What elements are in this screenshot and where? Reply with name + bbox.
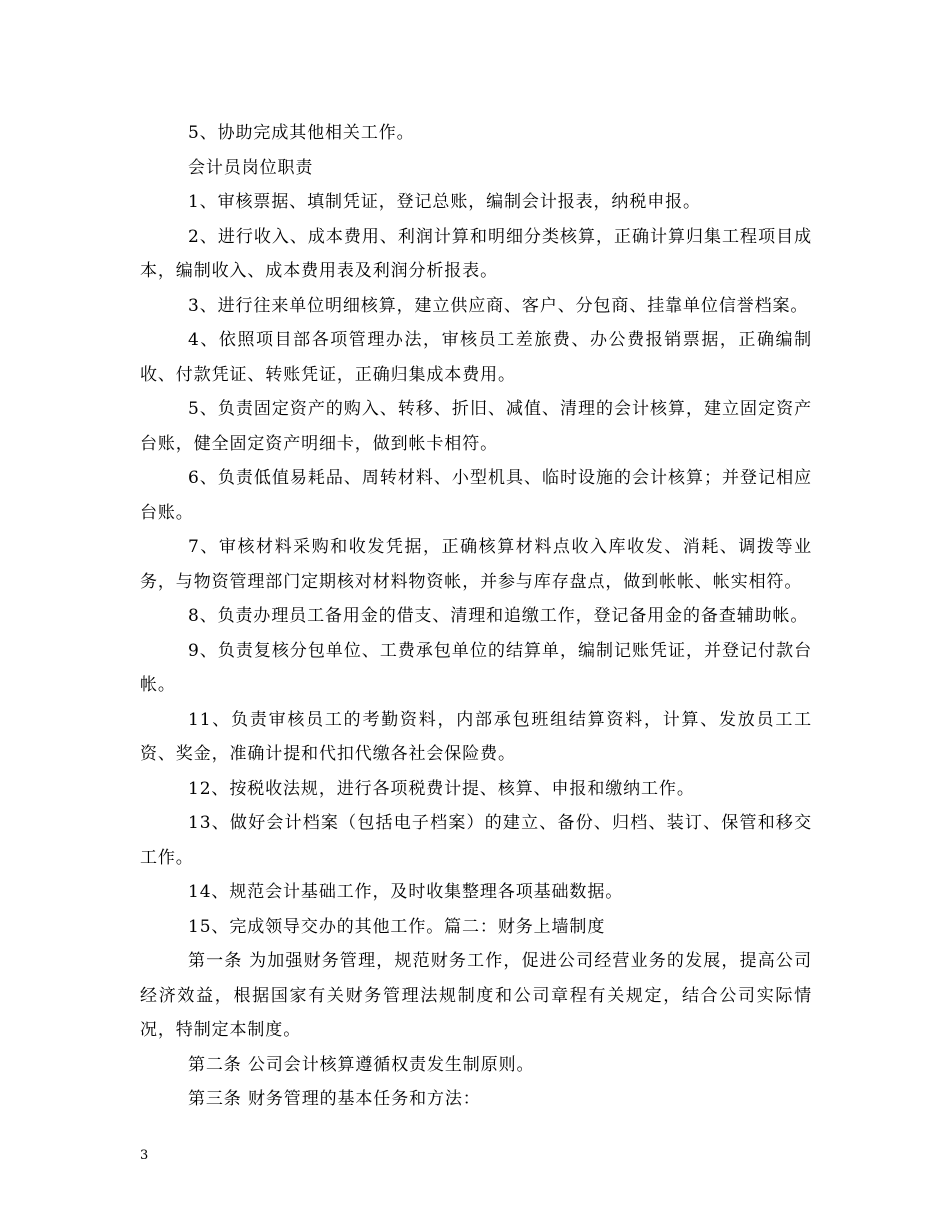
paragraph: 13、做好会计档案（包括电子档案）的建立、备份、归档、装订、保管和移交工作。	[140, 813, 812, 868]
paragraph: 12、按税收法规，进行各项税费计提、核算、申报和缴纳工作。	[188, 778, 695, 799]
paragraph: 9、负责复核分包单位、工费承包单位的结算单，编制记账凭证，并登记付款台帐。	[140, 640, 812, 695]
document-body	[140, 116, 812, 1117]
paragraph: 第三条 财务管理的基本任务和方法：	[188, 1089, 481, 1109]
paragraph: 2、进行收入、成本费用、利润计算和明细分类核算，正确计算归集工程项目成本，编制收入、成本费用表及利润分析报表。	[140, 226, 812, 281]
paragraph: 5、负责固定资产的购入、转移、折旧、减值、清理的会计核算，建立固定资产台账，健全固定资产明细卡，做到帐卡相符。	[140, 399, 812, 454]
paragraph: 第一条 为加强财务管理，规范财务工作，促进公司经营业务的发展，提高公司经济效益，根据国家有关财务管理法规制度和公司章程有关规定，结合公司实际情况，特制定本制度。	[140, 951, 812, 1040]
paragraph: 11、负责审核员工的考勤资料，内部承包班组结算资料，计算、发放员工工资、奖金，准确计提和代扣代缴各社会保险费。	[140, 709, 812, 764]
paragraph: 5、协助完成其他相关工作。	[188, 123, 415, 143]
page-number: 3	[140, 1148, 149, 1163]
paragraph: 7、审核材料采购和收发凭据，正确核算材料点收入库收发、消耗、调拨等业务，与物资管理部门定期核对材料物资帐，并参与库存盘点，做到帐帐、帐实相符。	[140, 537, 812, 592]
paragraph: 8、负责办理员工备用金的借支、清理和追缴工作，登记备用金的备查辅助帐。	[188, 606, 809, 626]
paragraph: 第二条 公司会计核算遵循权责发生制原则。	[188, 1054, 535, 1075]
paragraph: 14、规范会计基础工作，及时收集整理各项基础数据。	[188, 882, 624, 902]
section-heading: 会计员岗位职责	[188, 157, 314, 178]
paragraph: 15、完成领导交办的其他工作。篇二：财务上墙制度	[188, 916, 606, 937]
paragraph: 1、审核票据、填制凭证，登记总账，编制会计报表，纳税申报。	[188, 192, 701, 212]
paragraph: 3、进行往来单位明细核算，建立供应商、客户、分包商、挂靠单位信誉档案。	[188, 295, 809, 316]
paragraph: 6、负责低值易耗品、周转材料、小型机具、临时设施的会计核算；并登记相应台账。	[140, 468, 812, 523]
paragraph: 4、依照项目部各项管理办法，审核员工差旅费、办公费报销票据，正确编制收、付款凭证、转账凭证，正确归集成本费用。	[140, 330, 812, 385]
